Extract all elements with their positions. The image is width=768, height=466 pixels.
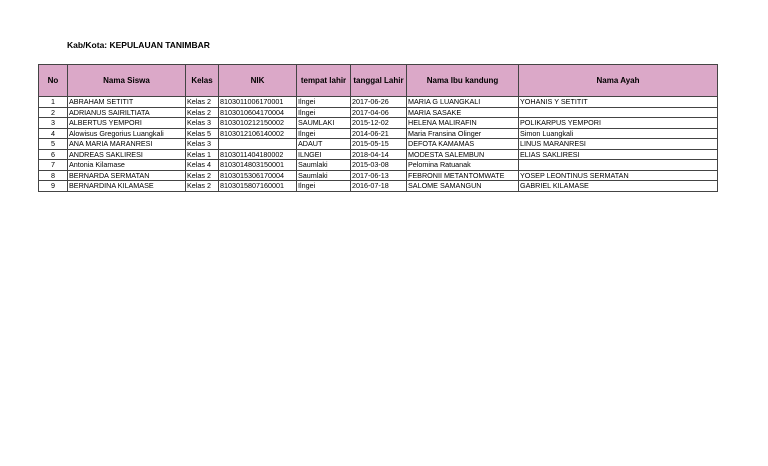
table-row bbox=[39, 170, 718, 181]
cell-tempat-lahir[interactable]: Saumlaki bbox=[297, 170, 351, 181]
cell-no[interactable]: 5 bbox=[39, 139, 68, 150]
cell-nama-ayah[interactable]: LINUS MARANRESI bbox=[519, 139, 718, 150]
cell-nama-ibu[interactable]: Maria Fransina Olinger bbox=[407, 128, 519, 139]
cell-nama-siswa[interactable]: ANA MARIA MARANRESI bbox=[68, 139, 186, 150]
cell-kelas[interactable]: Kelas 2 bbox=[186, 107, 219, 118]
cell-nik[interactable]: 8103010604170004 bbox=[219, 107, 297, 118]
student-table bbox=[38, 64, 718, 192]
column-header-nama-ayah[interactable]: Nama Ayah bbox=[519, 65, 718, 97]
column-header-nik[interactable]: NIK bbox=[219, 65, 297, 97]
cell-kelas[interactable]: Kelas 3 bbox=[186, 139, 219, 150]
cell-tanggal-lahir[interactable]: 2018-04-14 bbox=[351, 149, 407, 160]
cell-nama-ayah[interactable]: YOHANIS Y SETITIT bbox=[519, 97, 718, 108]
cell-nama-siswa[interactable]: Alowisus Gregorius Luangkali bbox=[68, 128, 186, 139]
cell-nik[interactable]: 8103011006170001 bbox=[219, 97, 297, 108]
cell-nama-ayah[interactable]: GABRIEL KILAMASE bbox=[519, 181, 718, 192]
cell-no[interactable]: 4 bbox=[39, 128, 68, 139]
cell-nik[interactable] bbox=[219, 139, 297, 150]
cell-tanggal-lahir[interactable]: 2015-05-15 bbox=[351, 139, 407, 150]
cell-nik[interactable]: 8103015807160001 bbox=[219, 181, 297, 192]
cell-nik[interactable]: 8103015306170004 bbox=[219, 170, 297, 181]
column-header-nama-siswa[interactable]: Nama Siswa bbox=[68, 65, 186, 97]
column-header-kelas[interactable]: Kelas bbox=[186, 65, 219, 97]
cell-no[interactable]: 6 bbox=[39, 149, 68, 160]
table-row bbox=[39, 181, 718, 192]
cell-nama-siswa[interactable]: ALBERTUS YEMPORI bbox=[68, 118, 186, 129]
cell-nama-ayah[interactable] bbox=[519, 160, 718, 171]
cell-nik[interactable]: 8103011404180002 bbox=[219, 149, 297, 160]
cell-kelas[interactable]: Kelas 5 bbox=[186, 128, 219, 139]
cell-kelas[interactable]: Kelas 2 bbox=[186, 170, 219, 181]
cell-nama-ayah[interactable] bbox=[519, 107, 718, 118]
cell-tanggal-lahir[interactable]: 2017-06-13 bbox=[351, 170, 407, 181]
cell-tempat-lahir[interactable]: Ilngei bbox=[297, 97, 351, 108]
cell-nik[interactable]: 8103014803150001 bbox=[219, 160, 297, 171]
table-row bbox=[39, 97, 718, 108]
cell-nama-ibu[interactable]: MARIA SASAKE bbox=[407, 107, 519, 118]
cell-tempat-lahir[interactable]: ILNGEI bbox=[297, 149, 351, 160]
cell-nama-ibu[interactable]: MODESTA SALEMBUN bbox=[407, 149, 519, 160]
cell-tanggal-lahir[interactable]: 2015-12-02 bbox=[351, 118, 407, 129]
cell-tanggal-lahir[interactable]: 2017-04-06 bbox=[351, 107, 407, 118]
cell-kelas[interactable]: Kelas 2 bbox=[186, 97, 219, 108]
cell-tanggal-lahir[interactable]: 2017-06-26 bbox=[351, 97, 407, 108]
cell-nama-ibu[interactable]: MARIA G LUANGKALI bbox=[407, 97, 519, 108]
cell-nama-siswa[interactable]: BERNARDA SERMATAN bbox=[68, 170, 186, 181]
cell-nama-ibu[interactable]: FEBRONII METANTOMWATE bbox=[407, 170, 519, 181]
cell-nama-ibu[interactable]: HELENA MALIRAFIN bbox=[407, 118, 519, 129]
column-header-tempat-lahir[interactable]: tempat lahir bbox=[297, 65, 351, 97]
cell-tempat-lahir[interactable]: SAUMLAKI bbox=[297, 118, 351, 129]
cell-no[interactable]: 8 bbox=[39, 170, 68, 181]
cell-nik[interactable]: 8103012106140002 bbox=[219, 128, 297, 139]
cell-nama-ayah[interactable]: ELIAS SAKLIRESI bbox=[519, 149, 718, 160]
cell-no[interactable]: 1 bbox=[39, 97, 68, 108]
cell-nik[interactable]: 8103010212150002 bbox=[219, 118, 297, 129]
cell-nama-siswa[interactable]: BERNARDINA KILAMASE bbox=[68, 181, 186, 192]
cell-nama-siswa[interactable]: Antonia Kilamase bbox=[68, 160, 186, 171]
cell-tempat-lahir[interactable]: Ilngei bbox=[297, 181, 351, 192]
column-header-nama-ibu[interactable]: Nama Ibu kandung bbox=[407, 65, 519, 97]
cell-nama-ayah[interactable]: Simon Luangkali bbox=[519, 128, 718, 139]
cell-nama-ibu[interactable]: Pelomina Ratuanak bbox=[407, 160, 519, 171]
cell-nama-siswa[interactable]: ANDREAS SAKLIRESI bbox=[68, 149, 186, 160]
region-heading: Kab/Kota: KEPULAUAN TANIMBAR bbox=[67, 40, 210, 50]
cell-nama-ayah[interactable]: POLIKARPUS YEMPORI bbox=[519, 118, 718, 129]
cell-nama-siswa[interactable]: ADRIANUS SAIRILTIATA bbox=[68, 107, 186, 118]
cell-no[interactable]: 7 bbox=[39, 160, 68, 171]
cell-kelas[interactable]: Kelas 4 bbox=[186, 160, 219, 171]
table-row bbox=[39, 139, 718, 150]
cell-nama-ibu[interactable]: DEFOTA KAMAMAS bbox=[407, 139, 519, 150]
cell-tempat-lahir[interactable]: Saumlaki bbox=[297, 160, 351, 171]
column-header-tanggal-lahir[interactable]: tanggal Lahir bbox=[351, 65, 407, 97]
table-row bbox=[39, 107, 718, 118]
table-header-row bbox=[39, 65, 718, 97]
table-row bbox=[39, 149, 718, 160]
cell-nama-ayah[interactable]: YOSEP LEONTINUS SERMATAN bbox=[519, 170, 718, 181]
cell-tempat-lahir[interactable]: Ilngei bbox=[297, 107, 351, 118]
cell-kelas[interactable]: Kelas 3 bbox=[186, 118, 219, 129]
table-row bbox=[39, 128, 718, 139]
cell-tempat-lahir[interactable]: Ilngei bbox=[297, 128, 351, 139]
table-row bbox=[39, 118, 718, 129]
cell-no[interactable]: 3 bbox=[39, 118, 68, 129]
cell-tanggal-lahir[interactable]: 2015-03-08 bbox=[351, 160, 407, 171]
cell-kelas[interactable]: Kelas 1 bbox=[186, 149, 219, 160]
cell-tanggal-lahir[interactable]: 2014-06-21 bbox=[351, 128, 407, 139]
table-row bbox=[39, 160, 718, 171]
cell-kelas[interactable]: Kelas 2 bbox=[186, 181, 219, 192]
cell-tanggal-lahir[interactable]: 2016-07-18 bbox=[351, 181, 407, 192]
cell-tempat-lahir[interactable]: ADAUT bbox=[297, 139, 351, 150]
cell-nama-siswa[interactable]: ABRAHAM SETITIT bbox=[68, 97, 186, 108]
cell-no[interactable]: 9 bbox=[39, 181, 68, 192]
cell-no[interactable]: 2 bbox=[39, 107, 68, 118]
column-header-no[interactable]: No bbox=[39, 65, 68, 97]
cell-nama-ibu[interactable]: SALOME SAMANGUN bbox=[407, 181, 519, 192]
